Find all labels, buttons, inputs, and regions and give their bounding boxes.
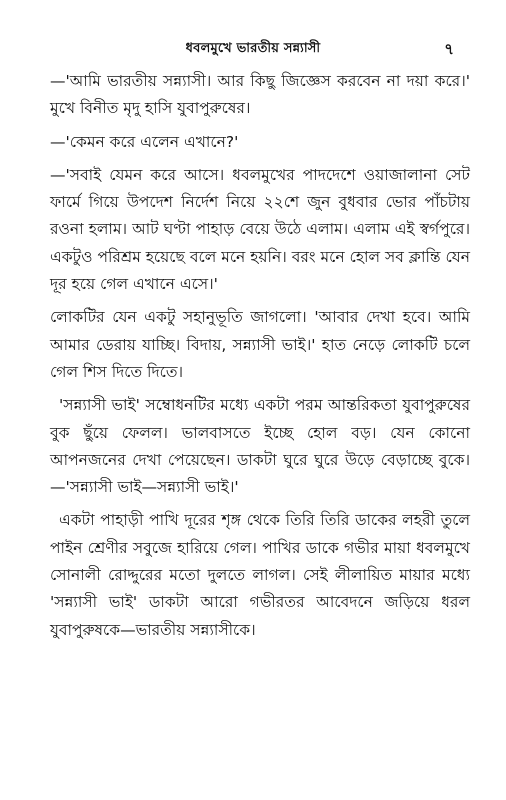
paragraph-farewell: লোকটির যেন একটু সহানুভূতি জাগলো। 'আবার দেখা হবে। আমি আমার ডেরায় যাচ্ছি। বিদায়, সন্ন্যাসী ভাই।' হাত নেড়ে লোকটি চলে গেল শিস দিতে দিতে। <box>50 308 470 381</box>
paragraph-journey: —'সবাই যেমন করে আসে। ধবলমুখের পাদদেশে ওয়াজালানা সেট ফার্মে গিয়ে উপদেশ নির্দেশ নিয়ে ২২শে জুন বুধবার ভোর পাঁচটায় রওনা হলাম। আট ঘণ্টা পাহাড় বেয়ে উঠে এলাম। এলাম এই স্বর্গপুরে। একটুও পরিশ্রম হয়েছে বলে মনে হয়নি। বরং মনে হোল সব ক্লান্তি যেন দূর হয়ে গেল এখানে এসে।' <box>50 165 470 294</box>
page-number: ৭ <box>444 40 454 58</box>
running-header <box>0 37 506 61</box>
text-body <box>50 68 470 650</box>
chapter-title: ধবলমুখে ভারতীয় সন্ন্যাসী <box>185 41 321 56</box>
paragraph-address: 'সন্ন্যাসী ভাই' সম্বোধনটির মধ্যে একটা পরম আন্তরিকতা যুবাপুরুষের বুক ছুঁয়ে ফেলল। ভালবাসতে ইচ্ছে হোল বড়। যেন কোনো আপনজনের দেখা পেয়েছেন। ডাকটা ঘুরে ঘুরে উড়ে বেড়াচ্ছে বুকে।—'সন্ন্যাসী ভাই—সন্ন্যাসী ভাই।' <box>50 396 470 497</box>
paragraph-reply: —'আমি ভারতীয় সন্ন্যাসী। আর কিছু জিজ্ঞেস করবেন না দয়া করে।' মুখে বিনীত মৃদু হাসি যুবাপুরুষের। <box>50 72 470 118</box>
paragraph-bird: একটা পাহাড়ী পাখি দূরের শৃঙ্গ থেকে তিরি তিরি ডাকের লহরী তুলে পাইন শ্রেণীর সবুজে হারিয়ে গেল। পাখির ডাকে গভীর মায়া ধবলমুখে সোনালী রোদ্দুরের মতো দুলতে লাগল। সেই লীলায়িত মায়ার মধ্যে 'সন্ন্যাসী ভাই' ডাকটা আরো গভীরতর আবেদনে জড়িয়ে ধরল যুবাপুরুষকে—ভারতীয় সন্ন্যাসীকে। <box>50 511 470 639</box>
paragraph-question: —'কেমন করে এলেন এখানে?' <box>50 132 239 151</box>
